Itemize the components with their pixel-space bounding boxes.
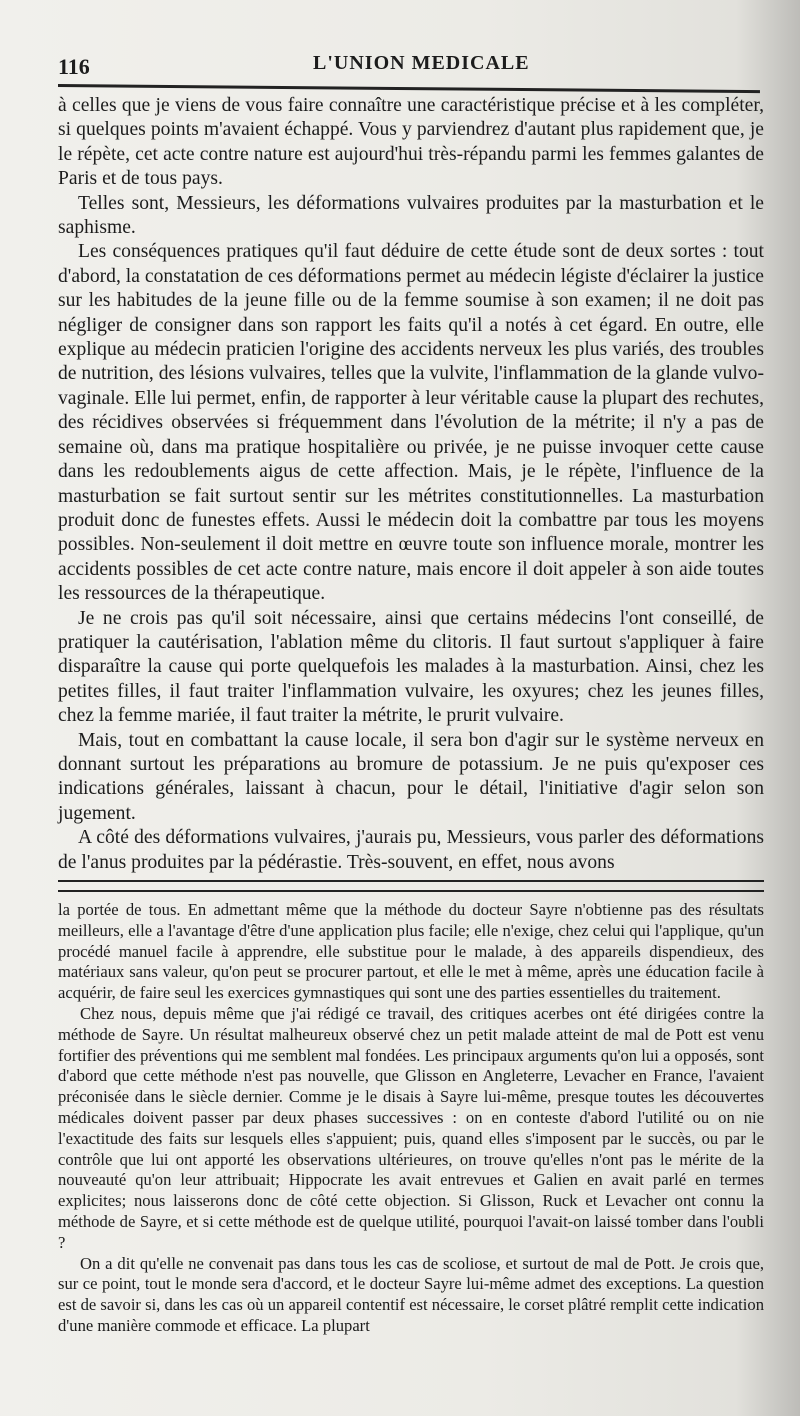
footnote-separator: [58, 880, 764, 892]
main-paragraph: Je ne crois pas qu'il soit nécessaire, ainsi que certains médecins l'ont conseillé, de pratiquer la cautérisation, l'ablation même du clitoris. Il faut surtout s'appliquer à faire disparaître la cause qui porte quelquefois les malades à la masturbation. Ainsi, chez les petites filles, il faut traiter l'inflammation vulvaire, les oxyures; chez les jeunes filles, chez la femme mariée, il faut traiter la métrite, le prurit vulvaire.: [58, 607, 764, 727]
main-paragraph: à celles que je viens de vous faire connaître une caractéristique précise et à les compléter, si quelques points m'avaient échappé. Vous y parviendrez d'autant plus rapidement que, je le répète, cet acte contre nature est aujourd'hui très-répandu parmi les femmes galantes de Paris et de tous pays.: [58, 95, 764, 190]
footnote-paragraph: On a dit qu'elle ne convenait pas dans tous les cas de scoliose, et surtout de mal de Pott. Je crois que, sur ce point, tout le monde sera d'accord, et le docteur Sayre lui-même admet des exceptions. La question est de savoir si, dans les cas où un appareil contentif est nécessaire, le corset plâtré remplit cette indication d'une manière commode et efficace. La plupart: [58, 1253, 764, 1335]
main-text: [58, 94, 764, 875]
running-title: L'UNION MEDICALE: [313, 52, 530, 74]
main-paragraph: Mais, tout en combattant la cause locale, il sera bon d'agir sur le système nerveux en donnant surtout les préparations au bromure de potassium. Je ne puis qu'exposer ces indications générales, laissant à chacun, pour le détail, l'initiative d'agir selon son jugement.: [58, 729, 764, 824]
header-rule: [58, 84, 760, 93]
footnote-text: [58, 900, 764, 1337]
main-paragraph: A côté des déformations vulvaires, j'aurais pu, Messieurs, vous parler des déformations de l'anus produites par la pédérastie. Très-souvent, en effet, nous avons: [58, 827, 764, 873]
page-header: [58, 44, 758, 84]
main-paragraph: Telles sont, Messieurs, les déformations vulvaires produites par la masturbation et le saphisme.: [58, 192, 764, 239]
footnote-paragraph: la portée de tous. En admettant même que la méthode du docteur Sayre n'obtienne pas des résultats meilleurs, elle a l'avantage d'être d'une application plus facile; elle n'exige, chez celui qui l'applique, qu'un procédé manuel facile à apprendre, elle substitue pour le malade, à des appareils dispendieux, des matériaux sans valeur, qu'on peut se procurer partout, et elle le met à même, après une éducation facile à acquérir, de faire seul les exercices gymnastiques qui sont une des parties essentielles du traitement.: [58, 900, 764, 1003]
page-number: 116: [58, 54, 90, 79]
main-paragraph: Les conséquences pratiques qu'il faut déduire de cette étude sont de deux sortes : tout d'abord, la constatation de ces déformations permet au médecin légiste d'éclairer la justice sur les habitudes de la jeune fille ou de la femme soumise à son examen; il ne doit pas négliger de consigner dans son rapport les faits qu'il a notés à cet égard. En outre, elle explique au médecin praticien l'origine des accidents nerveux les plus variés, des troubles de nutrition, des lésions vulvaires, telles que la vulvite, l'inflammation de la glande vulvo-vaginale. Elle lui permet, enfin, de rapporter à leur véritable cause la plupart des rechutes, des récidives observées si fréquemment dans l'évolution de la métrite; il n'y a pas de semaine où, dans ma pratique hospitalière ou privée, je ne puisse invoquer cette cause dans les redoublements aigus de cette affection. Mais, je le répète, l'influence de la masturbation se fait surtout sentir sur les métrites constitutionnelles. La masturbation produit donc de funestes effets. Aussi le médecin doit la combattre par tous les moyens possibles. Non-seulement il doit mettre en œuvre toute son influence morale, montrer les accidents possibles de cet acte contre nature, mais encore il doit appeler à son aide toutes les ressources de la thérapeutique.: [58, 241, 764, 605]
footnote-paragraph: Chez nous, depuis même que j'ai rédigé ce travail, des critiques acerbes ont été dirigées contre la méthode de Sayre. Un résultat malheureux observé chez un petit malade atteint de mal de Pott est venu fortifier des préventions qui me semblent mal fondées. Les principaux arguments qu'on lui a opposés, sont d'abord que cette méthode n'est pas nouvelle, que Glisson en Angleterre, Levacher en France, l'avaient préconisée dans le siècle dernier. Comme je le disais à Sayre lui-même, presque toutes les découvertes médicales doivent passer par deux phases successives : on en conteste d'abord l'utilité ou on nie l'exactitude des faits sur lesquels elles s'appuient; puis, quand elles s'imposent par le succès, ou par le contrôle que lui ont apporté les observations ultérieures, on trouve qu'elles n'ont pas le mérite de la nouveauté qu'on leur attribuait; Hippocrate les avait entrevues et Galien en avait parlé en termes explicites; nous laisserons donc de côté cette objection. Si Glisson, Ruck et Levacher ont connu la méthode de Sayre, et si cette méthode est de quelque utilité, pourquoi l'avait-on laissé tomber dans l'oubli ?: [58, 1003, 764, 1252]
